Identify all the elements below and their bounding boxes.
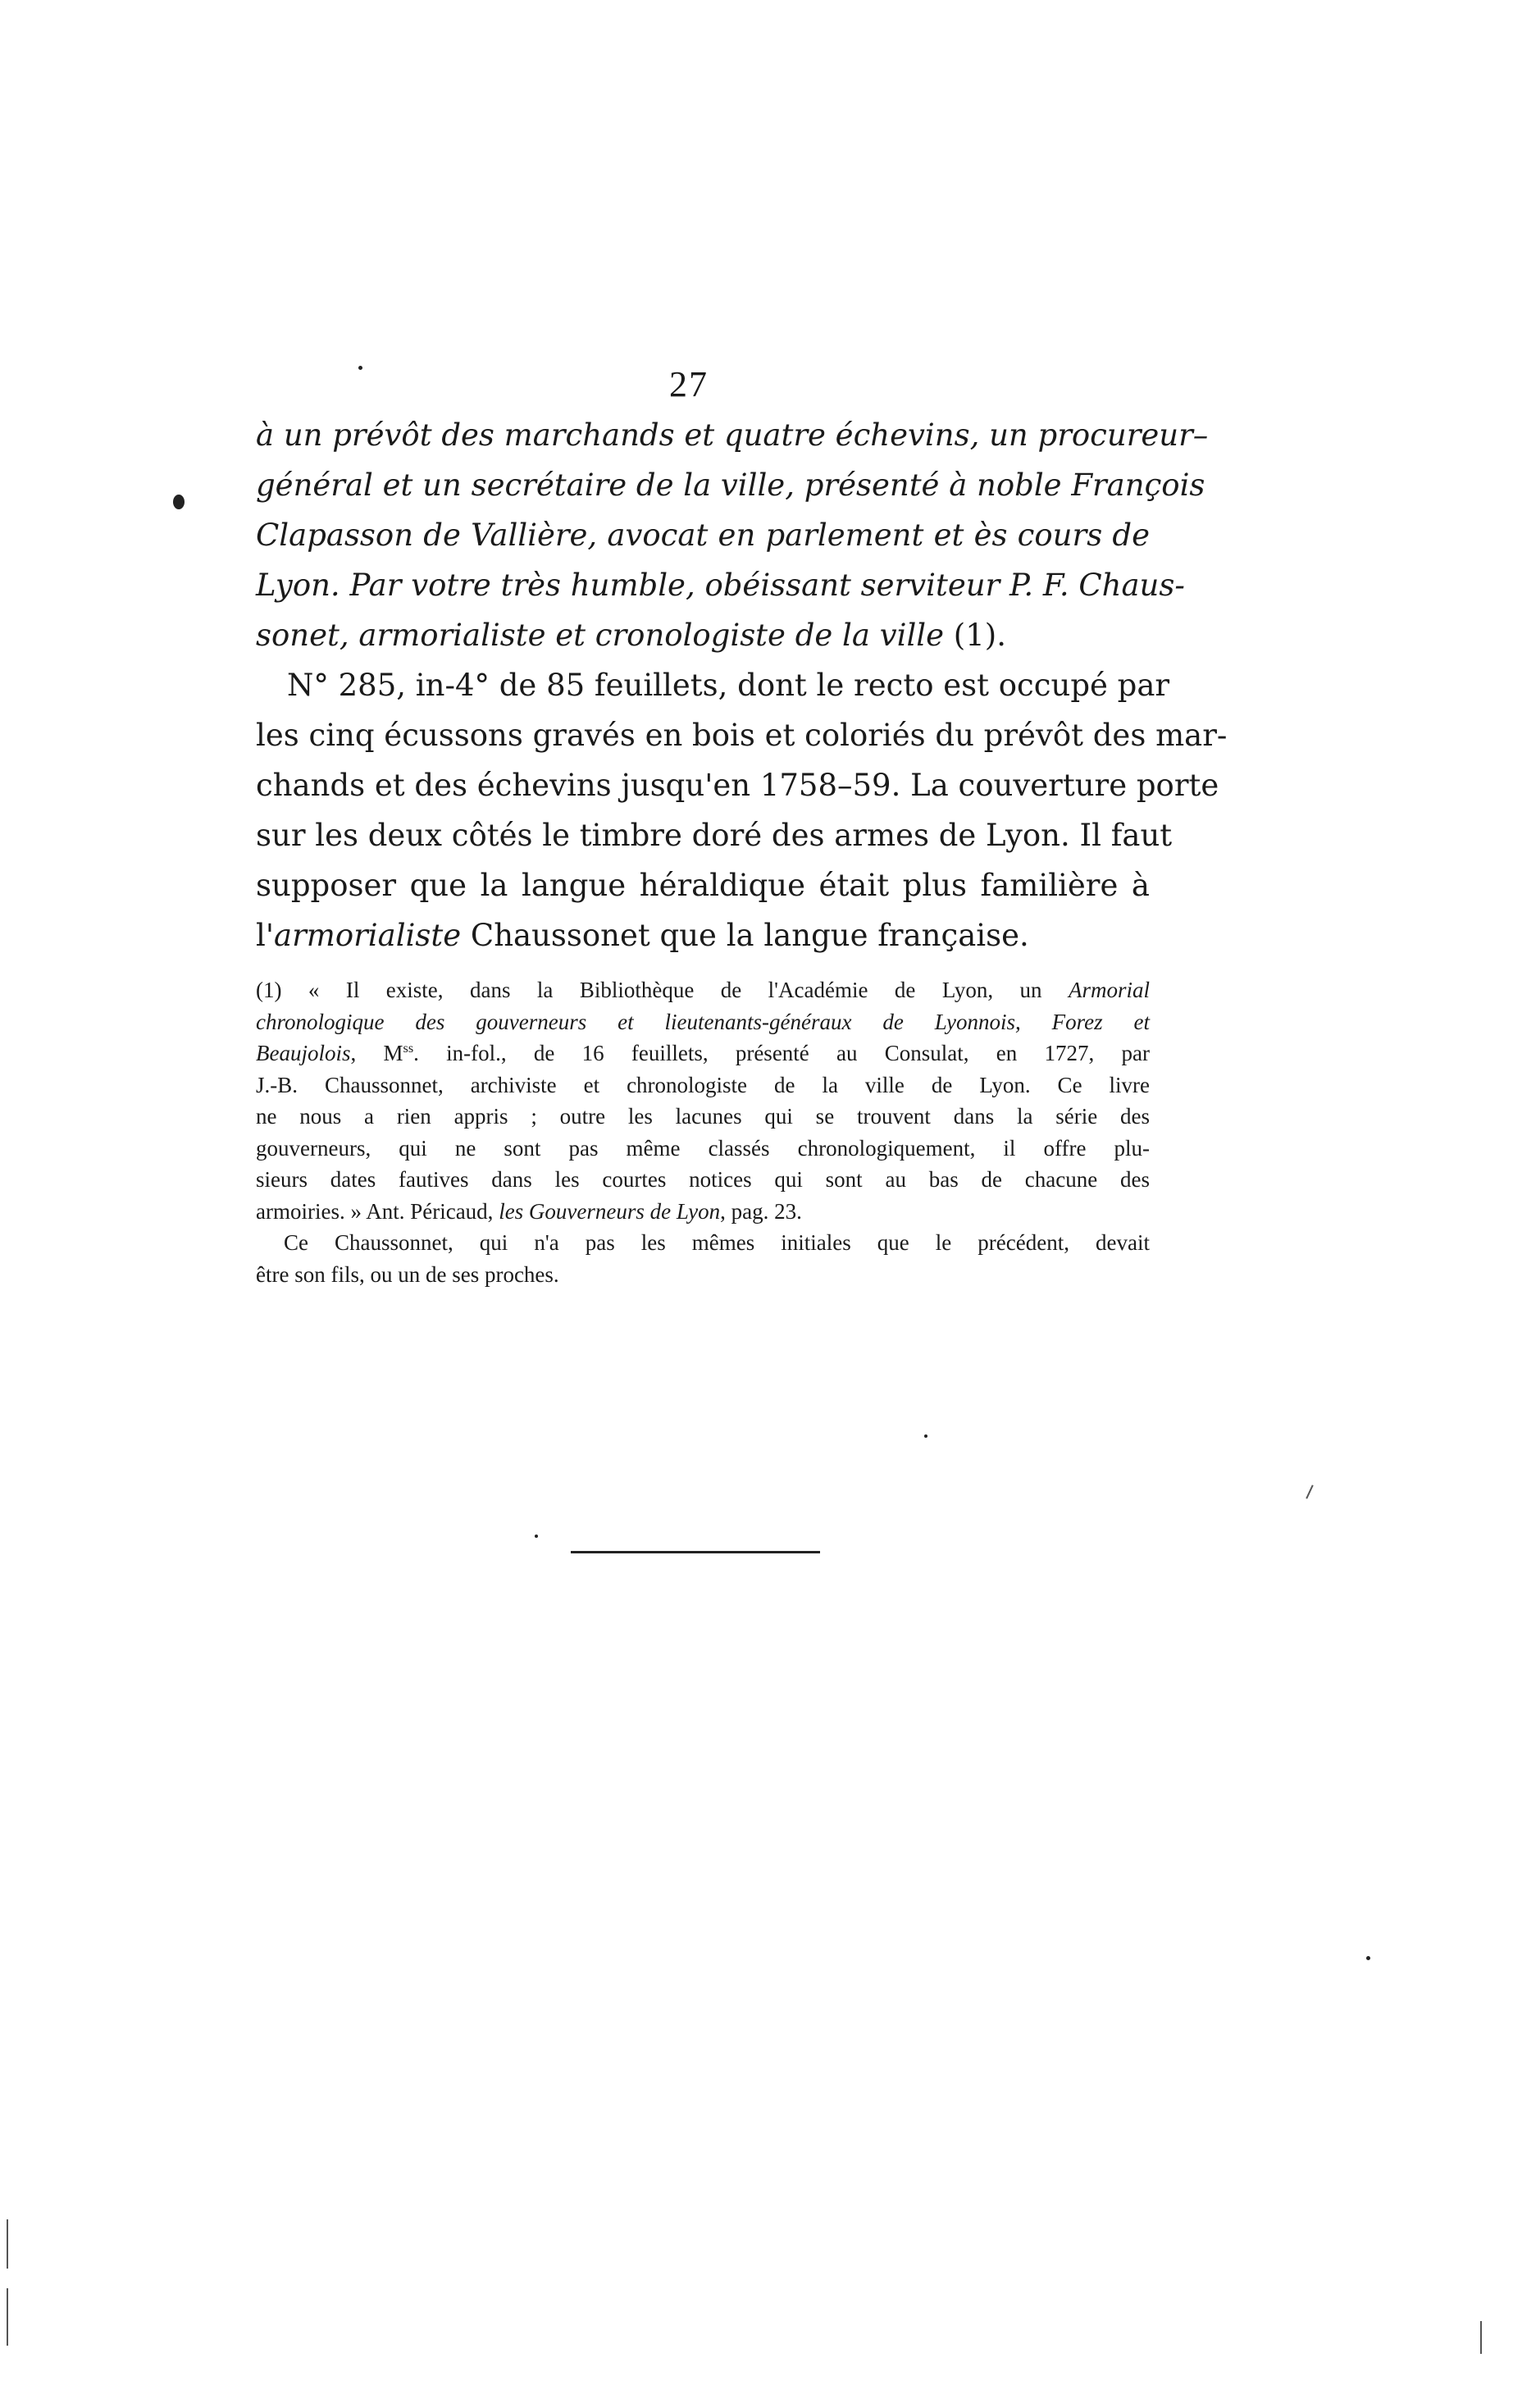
footnote-segment: , pag. 23. <box>720 1198 802 1224</box>
footnote-line: chronologique des gouverneurs et lieutenants-généraux de Lyonnois, Forez et <box>256 1009 1150 1034</box>
footnote-ref: (1). <box>944 618 1006 653</box>
scan-edge-mark <box>1480 2321 1482 2354</box>
scan-edge-mark <box>7 2219 8 2269</box>
scan-speck <box>535 1535 538 1538</box>
main-text-block <box>256 410 1228 960</box>
footnote-line: ne nous a rien appris ; outre les lacunes qui se trouvent dans la série des <box>256 1104 1150 1129</box>
footnote-block <box>256 974 1150 1290</box>
ink-blot-mark <box>173 495 185 509</box>
main-line-segment: l' <box>256 918 275 953</box>
main-line-segment: Chaussonet que la langue française. <box>461 918 1029 953</box>
footnote-segment: (1) « Il existe, dans la Bibliothèque de l'Académie de Lyon, un <box>256 978 1069 1002</box>
main-line: général et un secrétaire de la ville, présenté à noble François <box>256 467 1205 503</box>
footnote-segment: . in-fol., de 16 feuillets, présenté au Consulat, en 1727, par <box>413 1041 1150 1065</box>
scan-speck <box>924 1434 927 1438</box>
page-number: 27 <box>669 364 709 404</box>
footnote-segment: , M <box>350 1041 403 1065</box>
main-line <box>256 910 1150 960</box>
main-line: Clapasson de Vallière, avocat en parlement et ès cours de <box>256 518 1150 553</box>
footnote-superscript: ss <box>403 1041 414 1056</box>
main-line-italic: armorialiste <box>274 918 462 953</box>
main-line <box>256 610 1150 660</box>
footnote-italic: les Gouverneurs de Lyon <box>499 1198 721 1224</box>
footnote-line: J.-B. Chaussonnet, archiviste et chronologiste de la ville de Lyon. Ce livre <box>256 1072 1150 1097</box>
main-line: Lyon. Par votre très humble, obéissant serviteur P. F. Chaus- <box>256 568 1185 603</box>
main-line: sur les deux côtés le timbre doré des armes de Lyon. Il faut <box>256 818 1173 853</box>
footnote-line <box>256 1038 1150 1069</box>
scan-stroke <box>1306 1484 1313 1498</box>
footnote-italic: Armorial <box>1068 978 1150 1002</box>
main-line: les cinq écussons gravés en bois et coloriés du prévôt des mar- <box>256 718 1228 753</box>
main-line: supposer que la langue héraldique était plus familière à <box>256 868 1150 903</box>
footnote-segment: armoiries. » Ant. Péricaud, <box>256 1198 499 1224</box>
main-line: à un prévôt des marchands et quatre échevins, un procureur– <box>256 417 1209 453</box>
footnote-line <box>256 1196 1150 1228</box>
footnote-line: gouverneurs, qui ne sont pas même classés chronologiquement, il offre plu- <box>256 1135 1150 1161</box>
main-line-italic: sonet, armorialiste et cronologiste de la ville <box>256 618 945 653</box>
scan-speck <box>1366 1956 1370 1960</box>
closing-rule <box>571 1551 820 1553</box>
footnote-line: être son fils, ou un de ses proches. <box>256 1261 559 1287</box>
footnote-italic: Beaujolois <box>256 1041 351 1065</box>
main-line: N° 285, in-4° de 85 feuillets, dont le recto est occupé par <box>287 668 1170 703</box>
footnote-line: Ce Chaussonnet, qui n'a pas les mêmes initiales que le précédent, devait <box>284 1230 1150 1255</box>
footnote-line: sieurs dates fautives dans les courtes notices qui sont au bas de chacune des <box>256 1167 1150 1192</box>
footnote-line <box>256 974 1150 1006</box>
scan-edge-mark <box>7 2288 8 2346</box>
main-line: chands et des échevins jusqu'en 1758–59. La couverture porte <box>256 768 1219 803</box>
